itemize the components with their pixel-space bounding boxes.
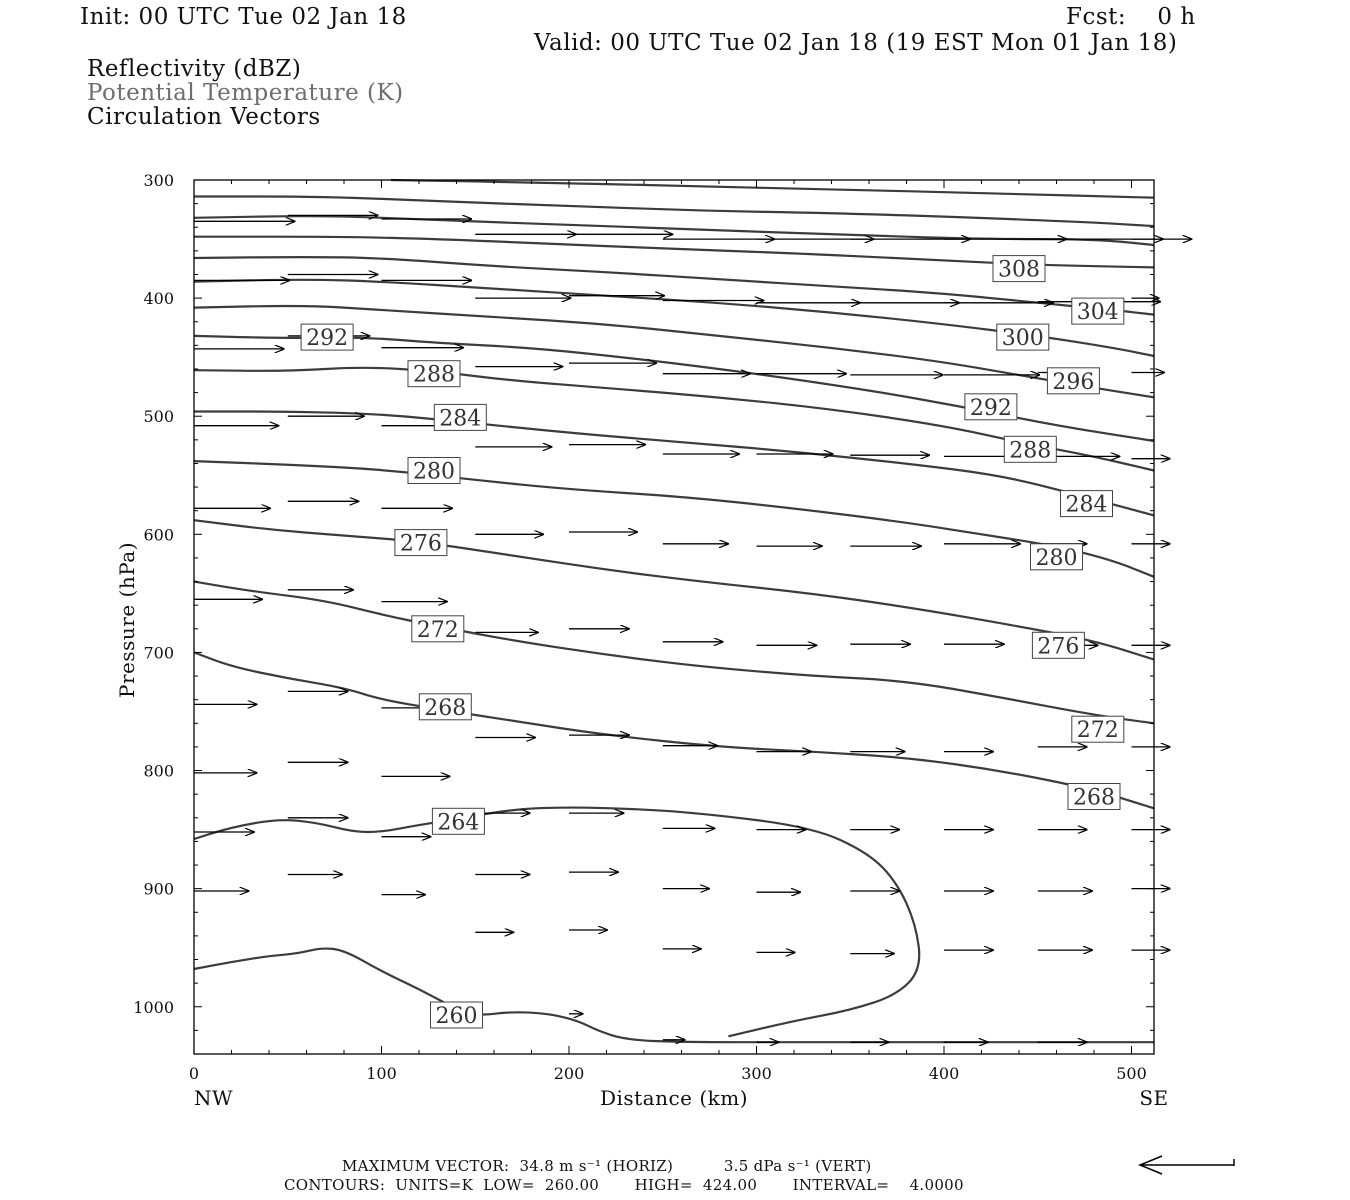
contour-label: 260: [435, 1004, 478, 1029]
contour-label: 300: [1001, 326, 1044, 352]
x-tick-label: 0: [188, 1064, 200, 1083]
y-tick-label: 400: [143, 289, 174, 309]
contour-label: 264: [437, 810, 480, 836]
contour-label: 288: [413, 362, 455, 388]
y-tick-label: 800: [143, 761, 174, 781]
y-axis-title: Pressure (hPa): [115, 542, 139, 698]
plot-frame: [194, 180, 1154, 1054]
y-tick-label: 600: [143, 525, 174, 545]
contour-label: 268: [1073, 785, 1115, 811]
contour-layer: [194, 180, 1154, 1042]
contour-line-284: [194, 412, 1154, 516]
reference-vector-icon: [1140, 1156, 1234, 1174]
contour-label: 272: [416, 617, 459, 643]
x-tick-label: 500: [1116, 1064, 1147, 1083]
contour-label: 276: [399, 531, 442, 557]
contour-line-316: [194, 197, 1154, 227]
contour-line-260: [194, 949, 1154, 1043]
legend-circulation-vectors: Circulation Vectors: [87, 104, 321, 130]
contour-label: 276: [1037, 634, 1080, 660]
contour-label: 308: [998, 257, 1040, 283]
contour-label: 292: [969, 395, 1012, 421]
contour-label: 280: [1035, 545, 1078, 571]
x-axis-title: Distance (km): [599, 1086, 749, 1110]
valid-time: Valid: 00 UTC Tue 02 Jan 18 (19 EST Mon 01 Jan 18): [534, 30, 1178, 56]
contour-line-268: [194, 652, 1154, 808]
contour-label: 304: [1076, 300, 1119, 326]
contour-line-312: [194, 216, 1154, 245]
y-tick-label: 500: [143, 407, 174, 427]
contour-label: 268: [424, 695, 467, 721]
contour-label: 296: [1052, 369, 1095, 395]
x-axis-right-end-label: SE: [1139, 1086, 1169, 1110]
legend-reflectivity: Reflectivity (dBZ): [87, 56, 302, 82]
legend-potential-temperature: Potential Temperature (K): [87, 80, 404, 106]
contour-label: 284: [439, 406, 482, 432]
x-tick-label: 200: [553, 1064, 585, 1083]
x-tick-label: 400: [928, 1064, 960, 1083]
max-vector-info: MAXIMUM VECTOR: 34.8 m s⁻¹ (HORIZ) 3.5 dPa s⁻¹ (VERT): [342, 1157, 872, 1175]
contour-line-264: [194, 808, 919, 1037]
contour-line-320: [391, 180, 1154, 198]
y-tick-label: 1000: [133, 997, 174, 1017]
y-tick-label: 300: [143, 171, 174, 190]
contour-label: 280: [413, 459, 455, 485]
y-tick-label: 900: [143, 879, 174, 899]
forecast-hour: Fcst: 0 h: [1066, 4, 1196, 30]
axes-layer: [133, 171, 1154, 1083]
x-axis-left-end-label: NW: [194, 1086, 234, 1110]
y-tick-label: 700: [143, 643, 174, 663]
contour-line-292: [194, 336, 1154, 441]
contour-label: 292: [306, 326, 349, 352]
contour-line-296: [194, 306, 1154, 397]
x-tick-label: 100: [366, 1064, 397, 1083]
init-time: Init: 00 UTC Tue 02 Jan 18: [80, 4, 407, 30]
contour-label: 284: [1065, 492, 1108, 518]
contour-label: 272: [1076, 718, 1119, 744]
x-tick-label: 300: [741, 1064, 772, 1083]
contour-line-272: [194, 582, 1154, 724]
contour-info: CONTOURS: UNITS=K LOW= 260.00 HIGH= 424.00 INTERVAL= 4.0000: [284, 1176, 964, 1194]
contour-label: 288: [1009, 438, 1052, 464]
